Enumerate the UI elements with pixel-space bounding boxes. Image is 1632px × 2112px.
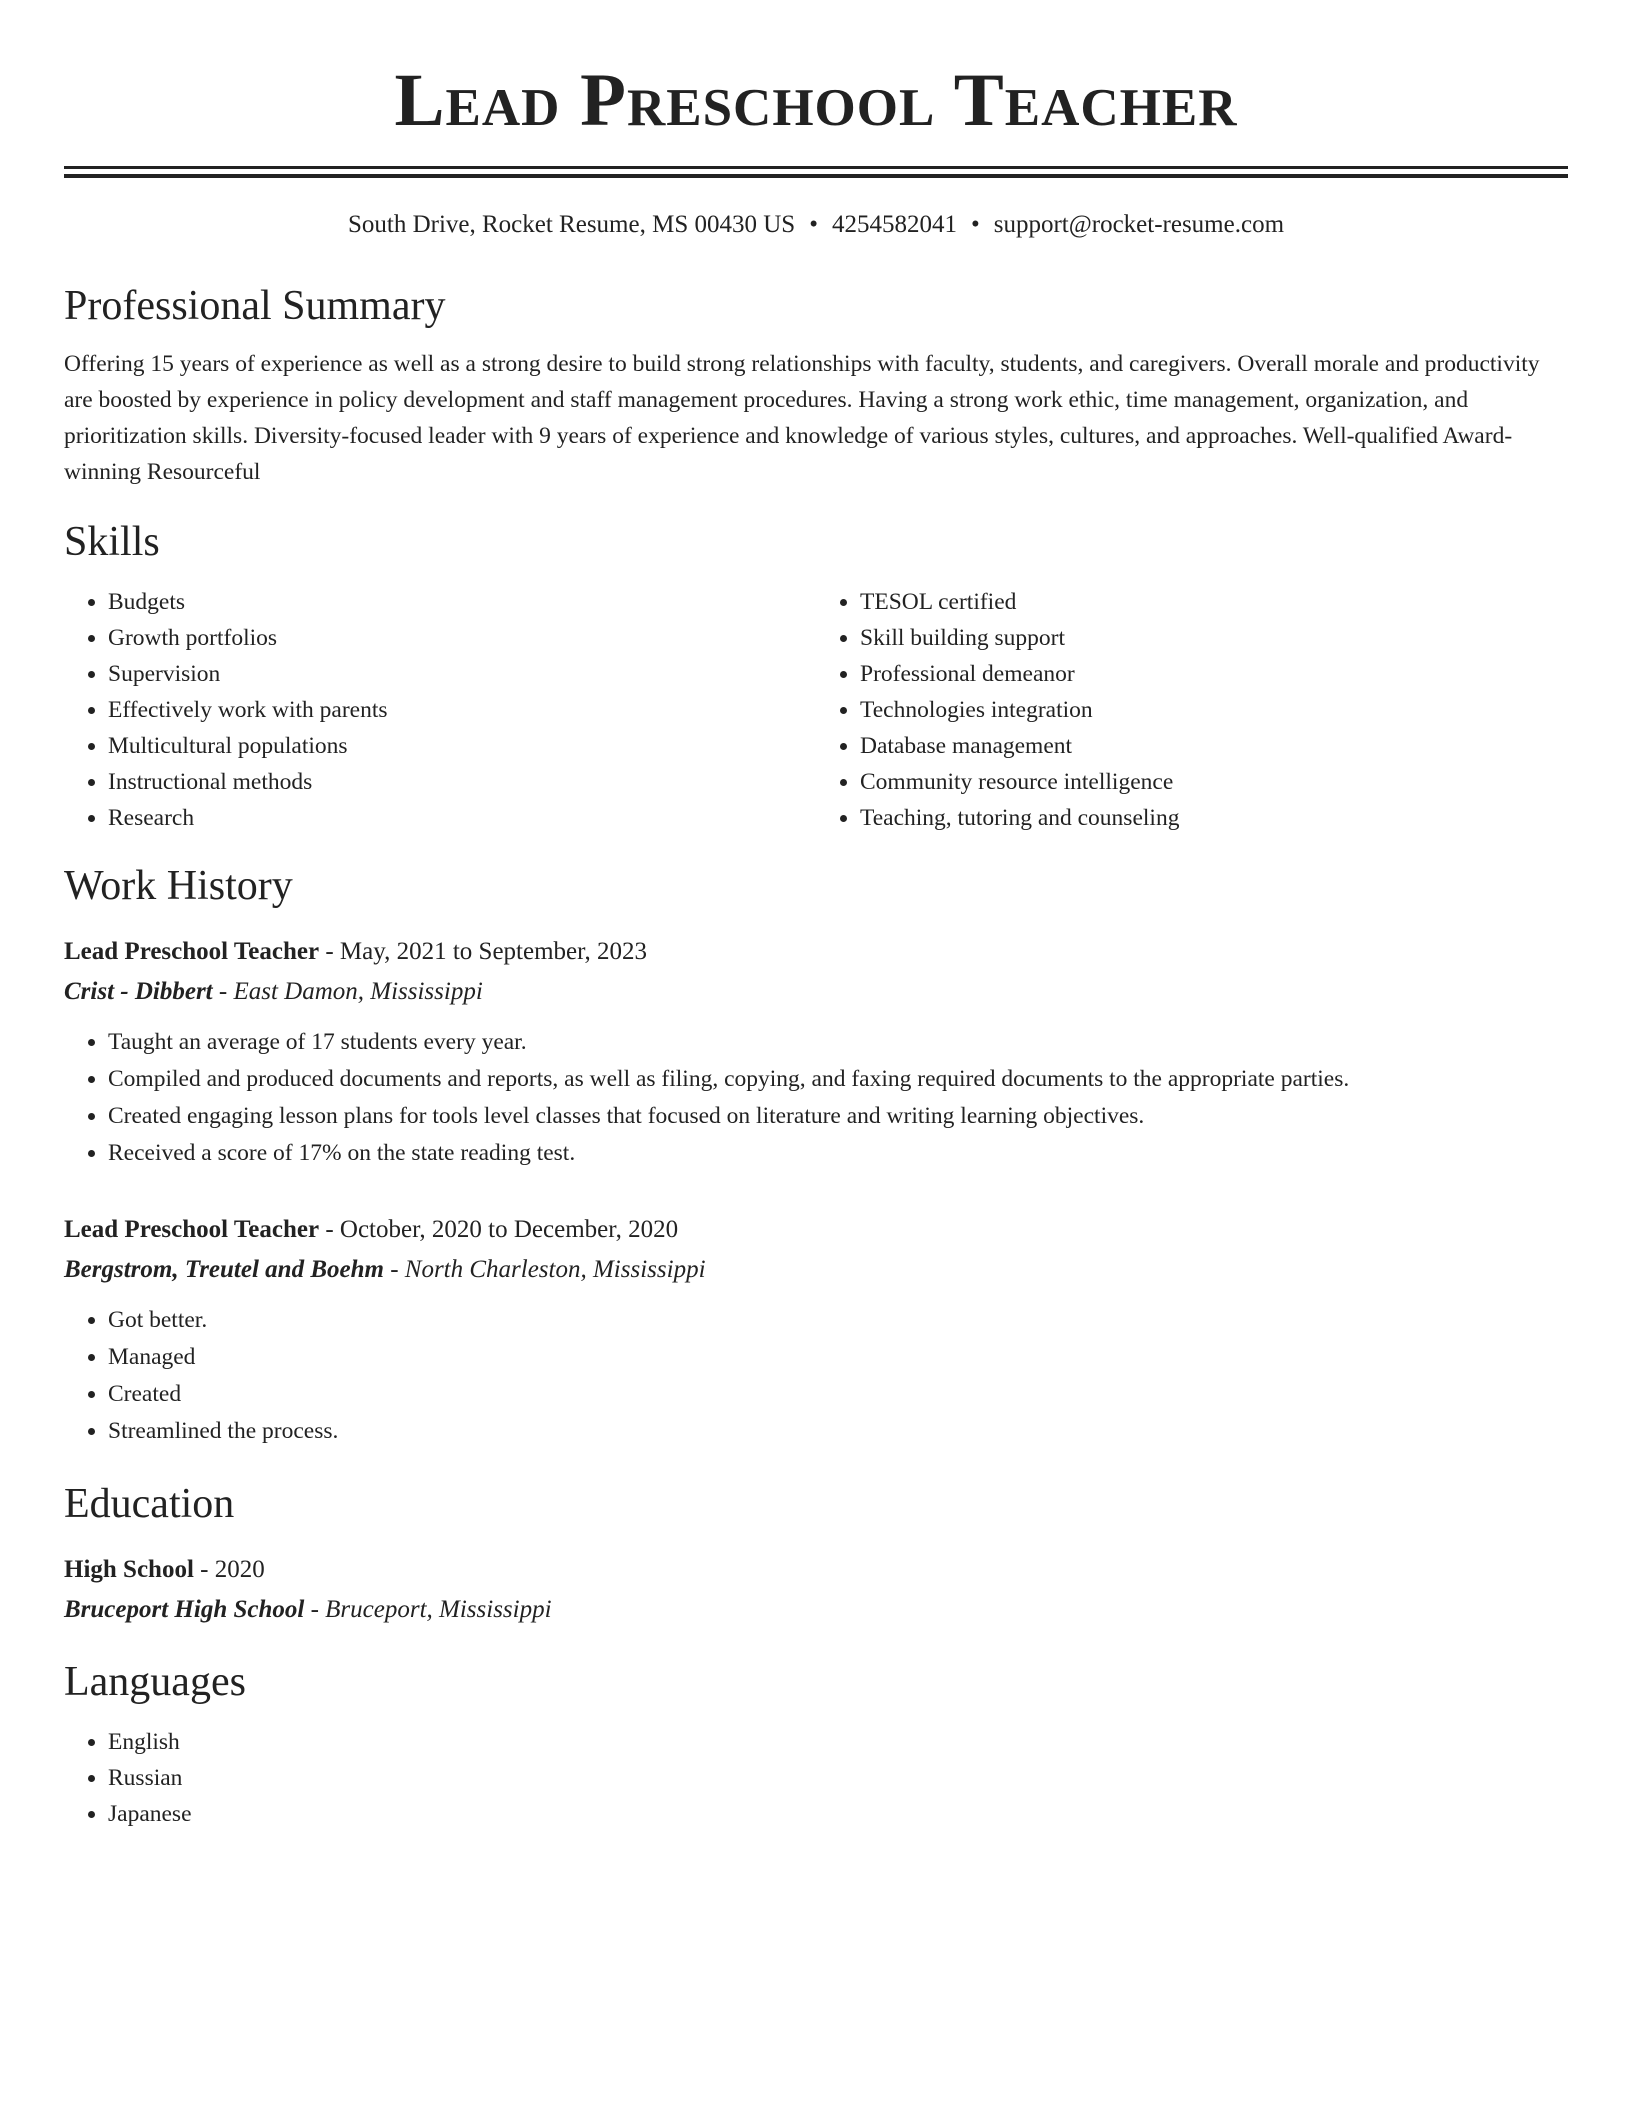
job-bullet: • Got better. (108, 1302, 1568, 1339)
job-bullet: • Managed (108, 1339, 1568, 1376)
education-year: 2020 (214, 1556, 265, 1583)
job-entry (64, 934, 1568, 1172)
section-title-skills: Skills (64, 519, 160, 565)
job-employer (64, 1252, 1568, 1288)
skill-item: • Budgets (108, 584, 816, 620)
job-dates: May, 2021 to September, 2023 (339, 938, 647, 965)
skill-item: • Supervision (108, 656, 816, 692)
skills-list-left (64, 584, 816, 836)
education-degree: High School (64, 1556, 194, 1583)
dash: - (193, 1556, 215, 1583)
job-employer (64, 974, 1568, 1010)
dash: - (212, 978, 234, 1005)
job-heading (64, 934, 1568, 970)
job-bullet: • Created (108, 1376, 1568, 1413)
skill-item: • Technologies integration (860, 692, 1568, 728)
dash: - (383, 1256, 405, 1283)
skills-columns (64, 584, 1568, 836)
contact-email: support@rocket-resume.com (993, 211, 1285, 238)
section-title-work-history: Work History (64, 863, 293, 909)
skill-item: • Instructional methods (108, 764, 816, 800)
summary-text: Offering 15 years of experience as well as a strong desire to build strong relationships with faculty, students, and caregivers. Overall morale and productivity are boosted by experience in policy development and staff management procedures. Having a strong work ethic, time management, organization, and prioritization skills. Diversity-focused leader with 9 years of experience and knowledge of various styles, cultures, and approaches. Well-qualified Award-winning Resourceful (64, 351, 1540, 485)
job-dates: October, 2020 to December, 2020 (339, 1216, 679, 1243)
job-bullet: • Streamlined the process. (108, 1413, 1568, 1450)
job-location: North Charleston, Mississippi (404, 1256, 706, 1283)
education-heading (64, 1552, 1568, 1588)
education-school-line (64, 1592, 1568, 1628)
education-school: Bruceport High School (64, 1596, 305, 1623)
contact-separator: • (970, 211, 980, 238)
contact-phone: 4254582041 (831, 211, 957, 238)
resume-name: Lead Preschool Teacher (394, 59, 1238, 142)
skill-item: • Effectively work with parents (108, 692, 816, 728)
job-bullets (64, 1024, 1568, 1172)
contact-line (64, 208, 1568, 242)
skill-item: • Research (108, 800, 816, 836)
dash: - (319, 938, 340, 965)
skill-item: • Multicultural populations (108, 728, 816, 764)
header-double-rule (64, 166, 1568, 178)
skill-item: • Skill building support (860, 620, 1568, 656)
job-role: Lead Preschool Teacher (64, 1216, 320, 1243)
job-bullet: • Taught an average of 17 students every year. (108, 1024, 1568, 1061)
job-bullet: • Received a score of 17% on the state reading test. (108, 1135, 1568, 1172)
skill-item: • Growth portfolios (108, 620, 816, 656)
language-item: • English (108, 1724, 1568, 1760)
skill-item: • Community resource intelligence (860, 764, 1568, 800)
education-location: Bruceport, Mississippi (325, 1596, 552, 1623)
skill-item: • Professional demeanor (860, 656, 1568, 692)
job-bullet: • Created engaging lesson plans for tools level classes that focused on literature and writing learning objectives. (108, 1098, 1568, 1135)
section-title-languages: Languages (64, 1659, 246, 1705)
skill-item: • Teaching, tutoring and counseling (860, 800, 1568, 836)
skill-item: • Database management (860, 728, 1568, 764)
job-location: East Damon, Mississippi (233, 978, 483, 1005)
languages-list (64, 1724, 1568, 1832)
job-company: Bergstrom, Treutel and Boehm (64, 1256, 384, 1283)
language-item: • Japanese (108, 1796, 1568, 1832)
section-title-summary: Professional Summary (64, 283, 446, 329)
job-role: Lead Preschool Teacher (64, 938, 320, 965)
dash: - (319, 1216, 340, 1243)
language-item: • Russian (108, 1760, 1568, 1796)
job-heading (64, 1212, 1568, 1248)
job-bullet: • Compiled and produced documents and reports, as well as filing, copying, and faxing required documents to the appropriate parties. (108, 1061, 1568, 1098)
dash: - (304, 1596, 326, 1623)
job-company: Crist - Dibbert (64, 978, 213, 1005)
skill-item: • TESOL certified (860, 584, 1568, 620)
section-title-education: Education (64, 1481, 235, 1527)
contact-separator: • (809, 211, 818, 238)
contact-address: South Drive, Rocket Resume, MS 00430 US (347, 211, 796, 238)
job-bullets (64, 1302, 1568, 1450)
skills-list-right (816, 584, 1568, 836)
job-entry (64, 1212, 1568, 1450)
